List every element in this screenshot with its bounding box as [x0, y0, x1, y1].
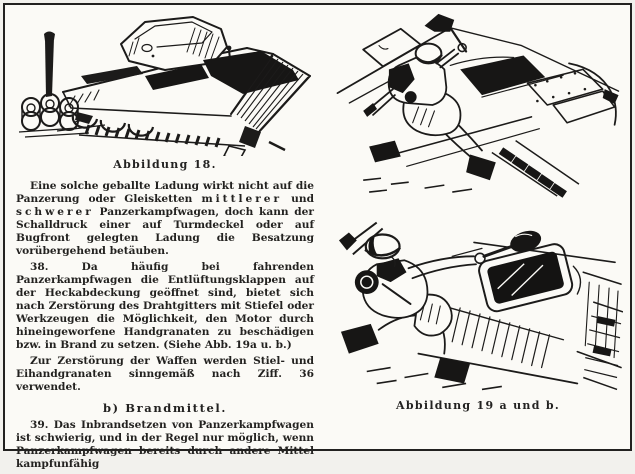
text-fragment: Eine solche geballte Ladung wirkt nicht auf die Panzerung oder Gleisketten [16, 180, 314, 206]
right-column [333, 6, 623, 412]
figure-18-tank-rear-with-bundled-charge-icon [16, 4, 314, 156]
left-column [16, 4, 314, 474]
ground-dashes [363, 178, 472, 192]
para-geballte-ladung [16, 180, 314, 258]
ground-dashes [367, 368, 502, 390]
soldier-with-grenade-drawing [341, 227, 544, 383]
body-text [16, 180, 314, 471]
track-drawing [73, 116, 285, 150]
figure-19-caption: Abbildung 19 a und b. [396, 399, 560, 412]
track-links-drawing [492, 141, 579, 198]
text-fragment: und [282, 193, 314, 206]
figure-19a-soldier-with-pickaxe-icon [333, 6, 623, 200]
emphasized-word: schwerer [16, 206, 94, 219]
figure-18-caption: Abbildung 18. [113, 158, 217, 171]
para-38: 38. Da häufig bei fahrenden Panzerkampfwagen die Entlüftungsklappen auf der Heckabdeckung geöffnet sind, bietet sich nach Zerstörung des Drahtgitters mit Stiefel oder Werkzeugen die Möglichkeit, den Motor durch hineingeworfene Handgranaten zu beschädigen bzw. in Brand zu setzen. (Siehe Abb. 19a u. b.) [16, 261, 314, 352]
emphasized-word: mittlerer [201, 193, 283, 206]
para-39: 39. Das Inbrandsetzen von Panzerkampfwagen ist schwierig, und in der Regel nur möglich, wenn Panzerkampfwagen bereits durch andere Mittel kampfunfähig [16, 419, 314, 471]
text-fragment: Panzerkampfwagen, doch kann der Schalldruck einer auf Turmdeckel oder auf Bugfront gelegten Ladung die Besatzung vorübergehend betäuben. [16, 206, 314, 258]
section-heading-brandmittel: b) Brandmittel. [103, 401, 227, 416]
para-zur-zerstoerung: Zur Zerstörung der Waffen werden Stiel- und Eihandgranaten sinngemäß nach Ziff. 36 verwendet. [16, 355, 314, 394]
figure-19b-soldier-with-stick-grenade-icon [333, 212, 623, 394]
plate-corner [224, 146, 245, 156]
